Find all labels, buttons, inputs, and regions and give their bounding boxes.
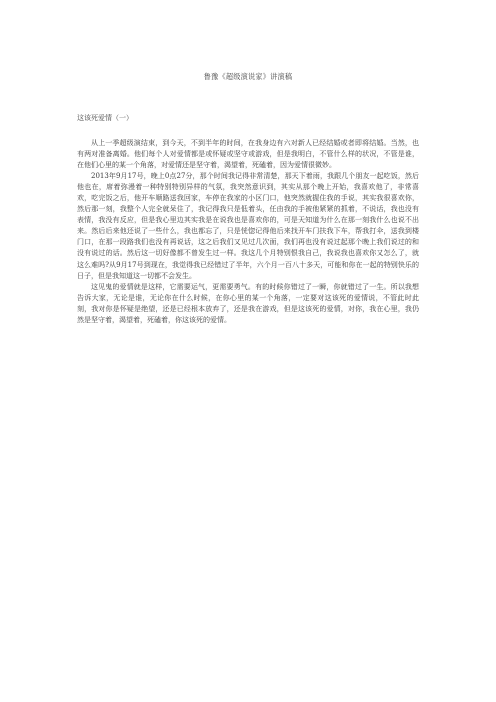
document-title: 鲁豫《超级演说家》讲演稿 — [203, 72, 293, 81]
paragraph-3: 这见鬼的爱情就是这样，它需要运气，更需要勇气。有的时候你错过了一瞬，你就错过了一生。所以我想告诉大家，无论是谁，无论你在什么时候，在你心里的某一个角落，一定要对这该死的爱情说，不管此时此刻，我对你是怀疑是绝望，还是已经根本放弃了，还是我在游戏，但是这该死的爱情，对你，我在心里，我仍然是坚守着，渴望着，死磕着，你这该死的爱情。 — [77, 282, 419, 324]
section-heading: 这该死爱情（一） — [77, 114, 133, 122]
paragraph-2: 2013年9月17号，晚上0点27分，那个时间我记得非常清楚，那天下着雨，我跟几个朋友一起吃饭，然后他也在，席着弥漫着一种特别特别异样的气氛，我突然意识到，其实从那个晚上开始，我喜欢他了，非常喜欢，吃完饭之后，他开车顺路送我回家，车停在我家的小区门口，他突然就握住我的手说，其实我很喜欢你，然后那一刻，我整个人完全就呆住了，我记得我只是低着头，任由我的手被他紧紧的抓着，不说话，我也没有表情，我没有反应，但是我心里边其实我是在说我也是喜欢你的，可是天知道为什么在那一刻我什么也说不出来。然后后来他还说了一些什么，我也都忘了，只是恍惚记得他后来找开车门扶我下车，帮我打伞，送我到楼门口，在那一段路我们也没有再说话，这之后我们又见过几次面，我们再也没有说过起那个晚上我们说过的和没有说过的话。然后这一切好像都不曾发生过一样。我这几个月特别恨我自己，我说我也喜欢你又怎么了，就这么难吗?从9月17号到现在，我觉得我已经错过了半年，六个月一百八十多天，可能和你在一起的特别快乐的日子，但是我知道这一切都不会发生。 — [77, 172, 419, 280]
paragraph-1: 从上一季超级演结束，到今天，不到半年的时间，在我身边有六对新人已经结婚或者即将结婚。当然，也有两对准备离婚。他们每个人对爱情都是或怀疑或坚守或游戏，但是我明白，不管什么样的状况，不管是谁，在他们心里的某一个角落，对爱情还是坚守着，渴望着，死磕着，因为爱情很微妙。 — [77, 139, 419, 170]
document-body — [77, 138, 419, 326]
